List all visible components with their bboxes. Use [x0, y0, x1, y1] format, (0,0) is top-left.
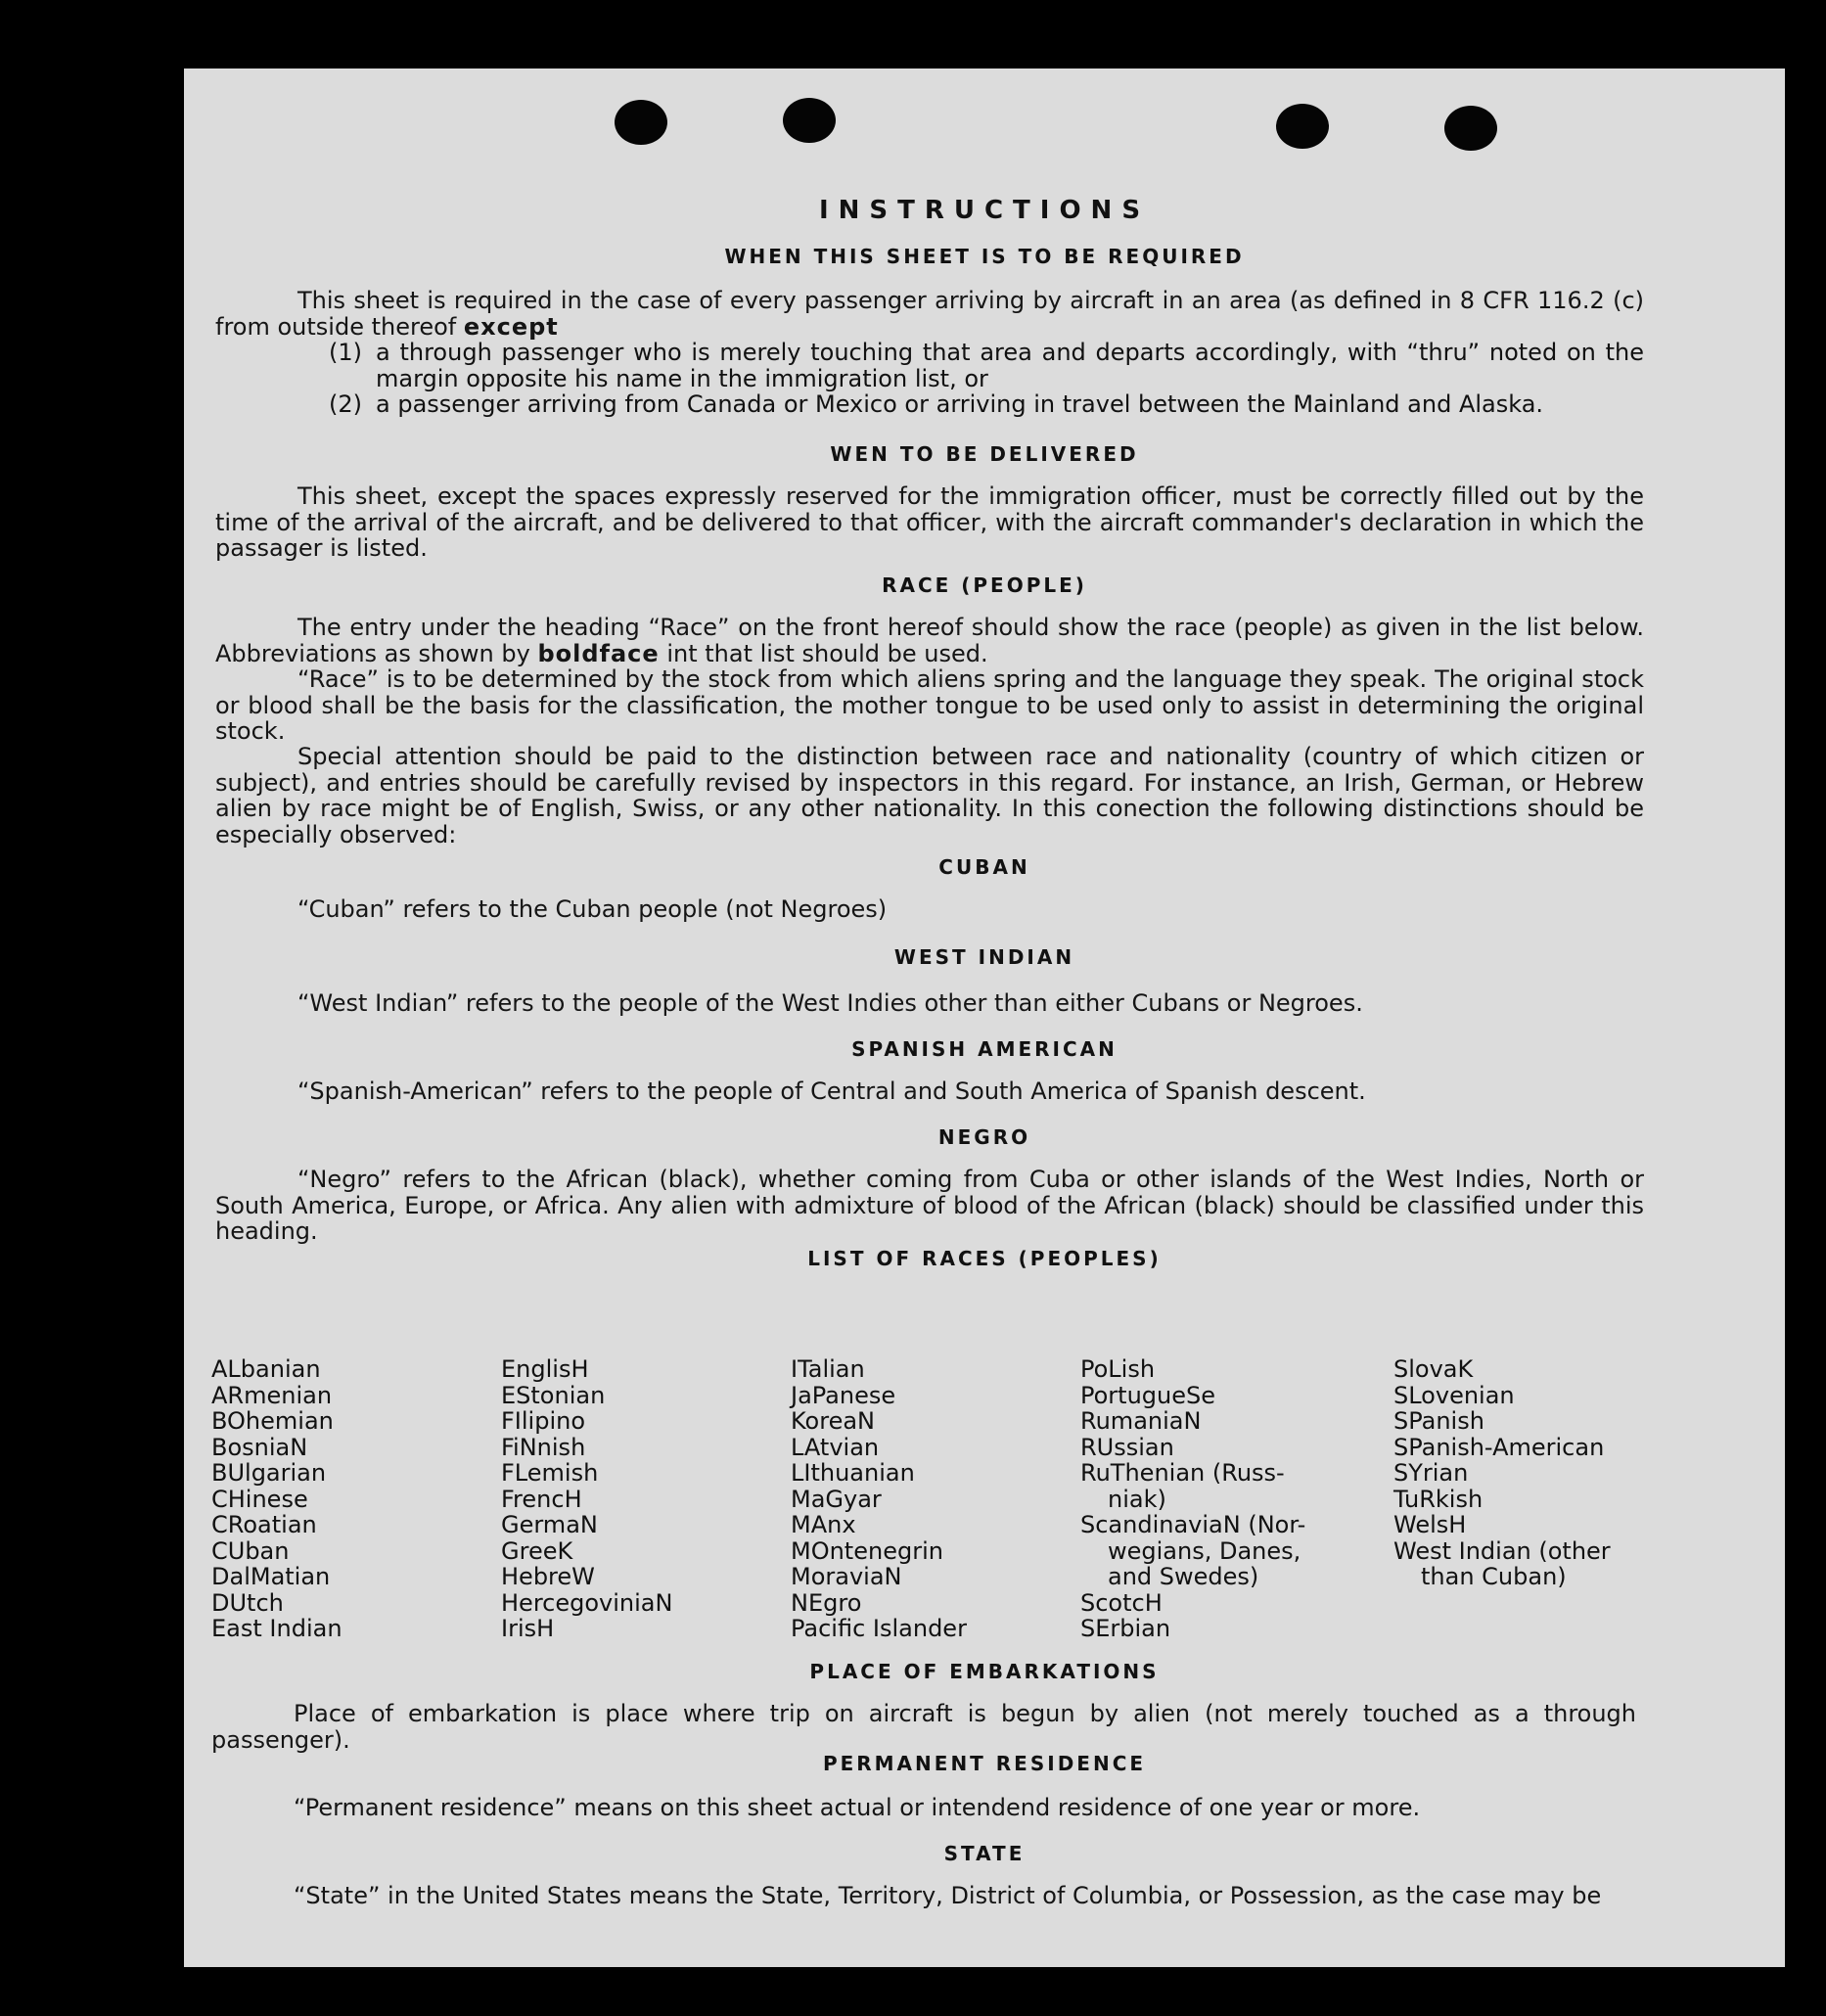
race-item: SYrian [1393, 1459, 1469, 1487]
race-item: RUssian [1080, 1433, 1174, 1461]
when-required-item-2: (2) a passenger arriving from Canada or Mexico or arriving in travel between the Mainland and Alaska. [329, 390, 1544, 418]
race-item: BosniaN [211, 1433, 308, 1461]
race-item: MaGyar [791, 1485, 882, 1513]
race-item: CRoatian [211, 1511, 317, 1538]
race-item: DalMatian [211, 1563, 331, 1590]
race-item: HercegoviniaN [501, 1588, 673, 1617]
race-item: EnglisH [501, 1355, 589, 1383]
race-item: SlovaK [1393, 1355, 1474, 1383]
heading-permanent-residence: PERMANENT RESIDENCE [822, 1752, 1147, 1775]
race-item: SPanish [1393, 1407, 1484, 1435]
race-item: SLovenian [1393, 1381, 1515, 1409]
heading-cuban: CUBAN [938, 855, 1030, 879]
heading-race: RACE (PEOPLE) [882, 573, 1087, 597]
race-item: RuThenian (Russ- [1080, 1459, 1285, 1487]
race-paragraph-1: The entry under the heading “Race” on the front hereof should show the race (people) as given in the list below. Abbreviations as shown by boldface int that list should be used. [215, 614, 1644, 667]
race-list-column-1 [211, 1356, 342, 1642]
west-indian-text: “West Indian” refers to the people of the West Indies other than either Cubans or Negroes. [297, 989, 1363, 1017]
punch-hole [1444, 106, 1497, 151]
race-item: EStonian [501, 1381, 606, 1409]
when-required-item-1: (1) a through passenger who is merely touching that area and departs accordingly, with “thru” noted on the margin opposite his name in the immigration list, or [329, 339, 1644, 392]
race-item: FrencH [501, 1485, 582, 1513]
race-item: ARmenian [211, 1381, 333, 1409]
race-item: GreeK [501, 1536, 573, 1565]
race-item: KoreaN [791, 1407, 875, 1435]
race-item: RumaniaN [1080, 1407, 1202, 1435]
race-list-column-3 [791, 1356, 967, 1642]
race-list-column-2 [501, 1356, 672, 1642]
race-item: BOhemian [211, 1407, 334, 1435]
boldface-bold: boldface [537, 639, 660, 667]
cuban-text: “Cuban” refers to the Cuban people (not Negroes) [297, 895, 888, 923]
race-list-column-5 [1393, 1356, 1611, 1590]
race-item: MAnx [791, 1511, 856, 1538]
heading-embarkation: PLACE OF EMBARKATIONS [809, 1660, 1160, 1683]
document-sheet [184, 69, 1785, 1967]
race-item: niak) [1108, 1485, 1166, 1513]
heading-when-required: WHEN THIS SHEET IS TO BE REQUIRED [724, 245, 1245, 268]
race-item: NEgro [791, 1588, 862, 1617]
race-item: IrisH [501, 1615, 555, 1642]
heading-spanish-american: SPANISH AMERICAN [851, 1037, 1118, 1061]
punch-hole [783, 98, 836, 143]
heading-state: STATE [943, 1842, 1026, 1865]
punch-hole [615, 100, 667, 145]
punch-hole [1276, 104, 1329, 149]
race-item: West Indian (other [1393, 1536, 1611, 1565]
when-delivered-text: This sheet, except the spaces expressly reserved for the immigration officer, must be correctly filled out by the time of the arrival of the aircraft, and be delivered to that officer, with the aircraft commander's declaration in which the passager is listed. [215, 482, 1644, 562]
race-item: Pacific Islander [791, 1615, 967, 1642]
spanish-american-text: “Spanish-American” refers to the people of Central and South America of Spanish descent. [297, 1077, 1366, 1105]
race-item: SPanish-American [1393, 1433, 1605, 1461]
heading-negro: NEGRO [937, 1125, 1031, 1149]
when-required-intro: This sheet is required in the case of every passenger arriving by aircraft in an area (as defined in 8 CFR 116.2 (c) from outside thereof except [215, 287, 1644, 341]
heading-when-delivered: WEN TO BE DELIVERED [830, 442, 1139, 466]
race-item: BUlgarian [211, 1459, 327, 1487]
race-list-column-4 [1080, 1356, 1305, 1642]
race-item: ScandinaviaN (Nor- [1080, 1511, 1306, 1538]
negro-text: “Negro” refers to the African (black), whether coming from Cuba or other islands of the West Indies, North or South America, Europe, or Africa. Any alien with admixture of blood of the African (black) should be classified under this heading. [215, 1166, 1644, 1245]
race-item: GermaN [501, 1511, 598, 1538]
race-item: than Cuban) [1421, 1563, 1567, 1590]
race-paragraph-3: Special attention should be paid to the distinction between race and nationality (country of which citizen or subject), and entries should be carefully revised by inspectors in this regard. For instance, an Irish, German, or Hebrew alien by race might be of English, Swiss, or any other nationality. In this conection the following distinctions should be especially observed: [215, 743, 1644, 848]
race-item: JaPanese [791, 1381, 896, 1409]
document-title: INSTRUCTIONS [818, 196, 1151, 225]
except-bold: except [463, 312, 559, 341]
race-item: East Indian [211, 1615, 342, 1642]
race-item: LAtvian [791, 1433, 880, 1461]
race-item: FIlipino [501, 1407, 586, 1435]
race-item: ITalian [791, 1355, 865, 1383]
heading-west-indian: WEST INDIAN [893, 945, 1075, 969]
state-text: “State” in the United States means the State, Territory, District of Columbia, or Possession, as the case may be [294, 1882, 1602, 1909]
race-item: DUtch [211, 1588, 284, 1617]
race-item: wegians, Danes, [1108, 1536, 1301, 1565]
race-item: MOntenegrin [791, 1536, 943, 1565]
race-item: and Swedes) [1108, 1563, 1259, 1590]
race-item: CHinese [211, 1485, 308, 1513]
race-item: PortugueSe [1080, 1381, 1215, 1409]
race-item: MoraviaN [791, 1563, 902, 1590]
race-item: HebreW [501, 1563, 595, 1590]
race-item: LIthuanian [791, 1459, 915, 1487]
race-item: WelsH [1393, 1511, 1467, 1538]
embarkation-text: Place of embarkation is place where trip on aircraft is begun by alien (not merely touched as a through passenger). [211, 1700, 1636, 1754]
race-item: ALbanian [211, 1355, 321, 1383]
heading-list-of-races: LIST OF RACES (PEOPLES) [807, 1247, 1162, 1270]
race-item: SErbian [1080, 1615, 1171, 1642]
race-item: FiNnish [501, 1433, 586, 1461]
race-item: PoLish [1080, 1355, 1156, 1383]
race-item: ScotcH [1080, 1588, 1163, 1617]
race-item: CUban [211, 1536, 290, 1565]
residence-text: “Permanent residence” means on this sheet actual or intendend residence of one year or more. [294, 1794, 1421, 1821]
race-item: FLemish [501, 1459, 599, 1487]
race-item: TuRkish [1393, 1485, 1484, 1513]
race-paragraph-2: “Race” is to be determined by the stock from which aliens spring and the language they speak. The original stock or blood shall be the basis for the classification, the mother tongue to be used only to assist in determining the original stock. [215, 665, 1644, 745]
